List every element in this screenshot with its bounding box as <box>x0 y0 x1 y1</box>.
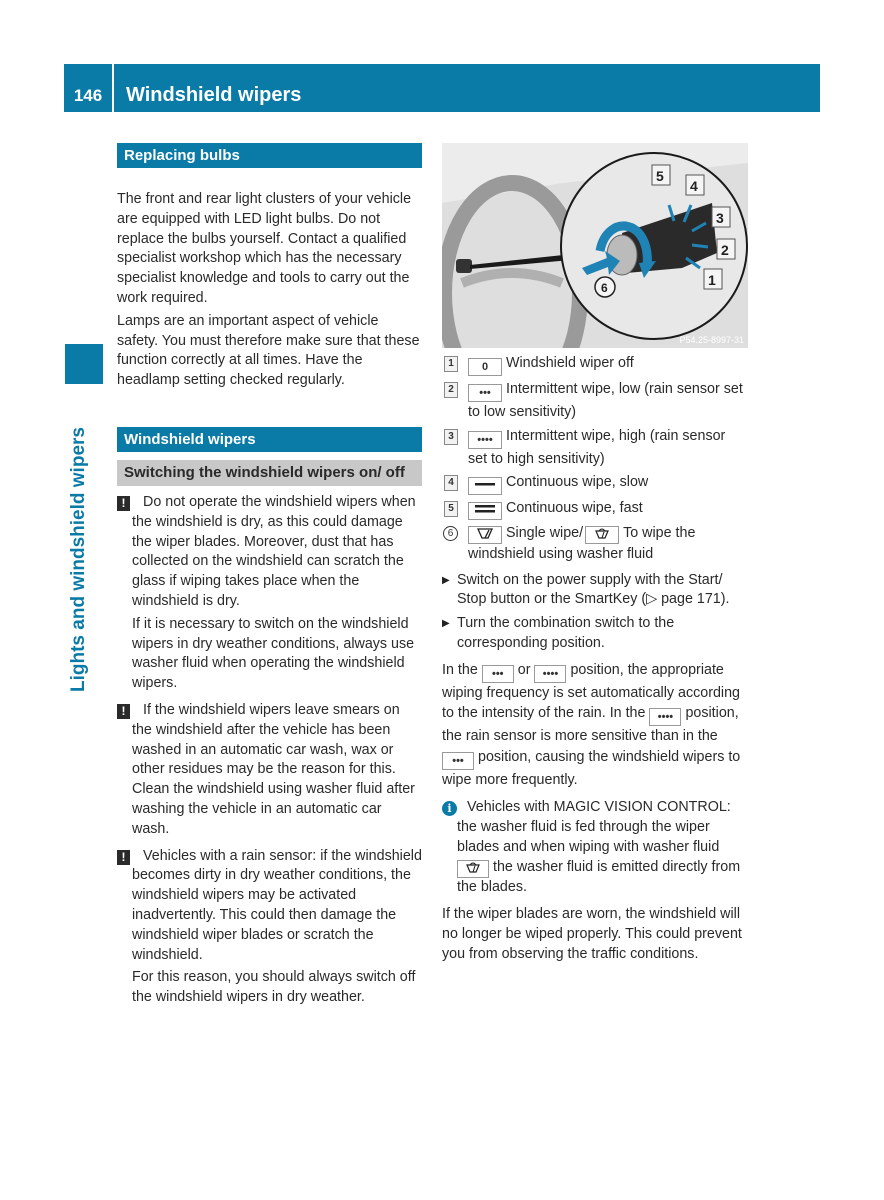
instruction-step: ▶ Switch on the power supply with the Start/ Stop button or the SmartKey (▷ page 171). <box>442 571 730 608</box>
single-wipe-icon <box>468 526 502 544</box>
legend-number: 3 <box>444 429 458 445</box>
legend-list <box>442 353 748 565</box>
combination-switch-figure <box>442 143 748 348</box>
warning-note <box>117 493 422 694</box>
svg-text:6: 6 <box>601 281 608 295</box>
paragraph: The front and rear light clusters of your vehicle are equipped with LED light bulbs. Do not replace the bulbs yourself. Contact a qualified specialist workshop which has the necessary specialist knowledge and tools to carry out the work required. <box>117 191 412 306</box>
switch-stalk-small <box>456 259 472 273</box>
legend-number: 5 <box>444 501 458 517</box>
page-number: 146 <box>64 64 114 112</box>
instruction-step: ▶ Turn the combination switch to the corresponding position. <box>442 615 675 651</box>
legend-item: 4 Continuous wipe, slow <box>442 472 748 495</box>
warning-note <box>117 847 422 1008</box>
legend-number: 2 <box>444 382 458 398</box>
intermittent-high-symbol: •••• <box>468 431 502 449</box>
intermittent-low-symbol: ••• <box>482 665 514 683</box>
svg-text:4: 4 <box>690 178 698 194</box>
legend-item: 1 0 Windshield wiper off <box>442 353 748 376</box>
paragraph: Lamps are an important aspect of vehicle safety. You must therefore make sure that these function correctly at all times. Have the headlamp setting checked regularly. <box>117 312 420 389</box>
warning-icon: ! <box>117 496 130 511</box>
legend-item: 5 Continuous wipe, fast <box>442 498 748 520</box>
closing-paragraph: If the wiper blades are worn, the windshield will no longer be wiped properly. This could prevent you from observing the traffic conditions. <box>442 906 742 962</box>
warning-text: If the windshield wipers leave smears on the windshield after the vehicle has been washed in an automatic car wash, wax or other residues may be the reason for this. Clean the windshield using washer fluid after washing the vehicle in an automatic car wash. <box>132 701 415 837</box>
bullet-triangle-icon: ▶ <box>442 618 450 630</box>
warning-icon: ! <box>117 850 130 865</box>
warning-followup: For this reason, you should always switch off the windshield wipers in dry weather. <box>132 969 416 1006</box>
intermittent-low-symbol: ••• <box>468 384 502 402</box>
subsection-heading: Switching the windshield wipers on/ off <box>117 460 422 486</box>
side-tab-marker <box>65 344 103 384</box>
legend-item: 2 ••• Intermittent wipe, low (rain sensor set to low sensitivity) <box>442 379 748 423</box>
side-tab-label: Lights and windshield wipers <box>68 427 89 692</box>
warning-text: Vehicles with a rain sensor: if the windshield becomes dirty in dry weather conditions, the windshield wipers may be activated inadvertently. This could then damage the windshield wiper blades or scratch the windshield. <box>132 847 422 963</box>
washer-fluid-icon <box>457 860 489 878</box>
warning-icon: ! <box>117 704 130 719</box>
washer-fluid-icon <box>585 526 619 544</box>
continuous-fast-icon <box>468 502 502 520</box>
warning-note <box>117 701 422 840</box>
page-header <box>64 64 820 112</box>
section-heading-replacing-bulbs: Replacing bulbs <box>117 143 422 168</box>
legend-number: 4 <box>444 475 458 491</box>
intermittent-high-symbol: •••• <box>534 665 566 683</box>
bullet-triangle-icon: ▶ <box>442 574 450 586</box>
warning-text: Do not operate the windshield wipers when the windshield is dry, as this could damage the wiper blades. Moreover, dust that has collected on the windshield can scratch the glass if wiping takes place when the windshield is dry. <box>132 493 416 609</box>
off-symbol: 0 <box>468 358 502 376</box>
warning-followup: If it is necessary to switch on the windshield wipers in dry weather conditions, always use washer fluid when operating the windshield wipers. <box>132 615 415 692</box>
svg-text:3: 3 <box>716 210 724 226</box>
chapter-title: Windshield wipers <box>126 84 302 106</box>
legend-item: 6 Single wipe/ To wipe the windshield using washer fluid <box>442 523 748 565</box>
left-column <box>117 143 422 1008</box>
section-heading-windshield-wipers: Windshield wipers <box>117 427 422 452</box>
rain-sensor-paragraph: In the ••• or •••• position, the appropriate wiping frequency is set automatically according to the intensity of the rain. In the •••• position, the rain sensor is more sensitive than in the ••• position, causing the windshield wipers to wipe more frequently. <box>442 661 741 788</box>
intermittent-low-symbol: ••• <box>442 752 474 770</box>
svg-text:5: 5 <box>656 168 664 184</box>
legend-number: 1 <box>444 356 458 372</box>
info-icon: i <box>442 801 457 816</box>
figure-illustration <box>442 143 748 348</box>
right-column <box>442 143 748 965</box>
continuous-slow-icon <box>468 477 502 495</box>
legend-number: 6 <box>443 526 458 541</box>
svg-text:2: 2 <box>721 242 729 258</box>
intermittent-high-symbol: •••• <box>649 708 681 726</box>
info-note: i Vehicles with MAGIC VISION CONTROL: the washer fluid is fed through the wiper blades and when wiping with washer fluid the washer fluid is emitted directly from the blades. <box>442 798 748 897</box>
legend-item: 3 •••• Intermittent wipe, high (rain sensor set to high sensitivity) <box>442 426 748 470</box>
figure-code: P54.25-8997-31 <box>679 335 744 345</box>
svg-text:1: 1 <box>708 272 716 288</box>
